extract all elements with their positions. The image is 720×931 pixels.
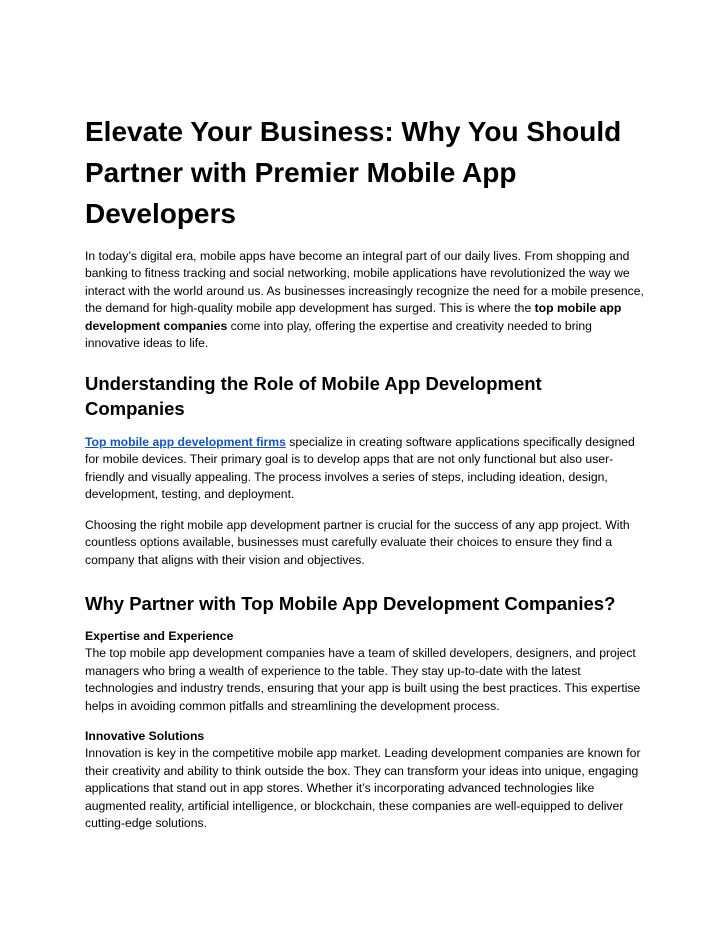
innovation-paragraph	[85, 728, 645, 832]
page-title: Elevate Your Business: Why You Should Partner with Premier Mobile App Developers	[85, 116, 622, 229]
intro-paragraph	[85, 248, 645, 352]
intro-text-end: come into play, offering the expertise and creativity needed to bring innovative ideas to life.	[85, 318, 592, 351]
expertise-subheading: Expertise and Experience	[85, 629, 234, 643]
innovation-subheading: Innovative Solutions	[85, 729, 205, 743]
top-firms-link[interactable]: Top mobile app development firms	[85, 435, 286, 449]
section-heading-role: Understanding the Role of Mobile App Development Companies	[85, 373, 542, 419]
intro-text-start: In today’s digital era, mobile apps have become an integral part of our daily lives. From shopping and banking to fitness tracking and social networking, mobile applications have revolutionized the way we interact with the world around us. As businesses increasingly recognize the need for a mobile presence, the demand for high-quality mobile app development has surged. This is where the	[85, 249, 644, 316]
intro-bold-phrase: top mobile app development companies	[85, 301, 622, 333]
role-paragraph-1	[85, 434, 645, 504]
section-heading-why-partner: Why Partner with Top Mobile App Development Companies?	[85, 593, 616, 614]
role-paragraph-1-text: specialize in creating software applications specifically designed for mobile devices. Their primary goal is to develop apps that are not only functional but also user-friendly and visually appealing. The process involves a series of steps, including ideation, design, development, testing, and deployment.	[85, 435, 635, 502]
innovation-body: Innovation is key in the competitive mobile app market. Leading development companies are known for their creativity and ability to think outside the box. They can transform your ideas into unique, engaging applications that stand out in app stores. Whether it’s incorporating advanced technologies like augmented reality, artificial intelligence, or blockchain, these companies are well-equipped to deliver cutting-edge solutions.	[85, 746, 641, 831]
role-paragraph-2: Choosing the right mobile app development partner is crucial for the success of any app project. With countless options available, businesses must carefully evaluate their choices to ensure they find a company that aligns with their vision and objectives.	[85, 518, 630, 567]
expertise-paragraph	[85, 628, 645, 715]
expertise-body: The top mobile app development companies have a team of skilled developers, designers, and project managers who bring a wealth of experience to the table. They stay up-to-date with the latest technologies and industry trends, ensuring that your app is built using the best practices. This expertise helps in avoiding common pitfalls and streamlining the development process.	[85, 646, 641, 713]
